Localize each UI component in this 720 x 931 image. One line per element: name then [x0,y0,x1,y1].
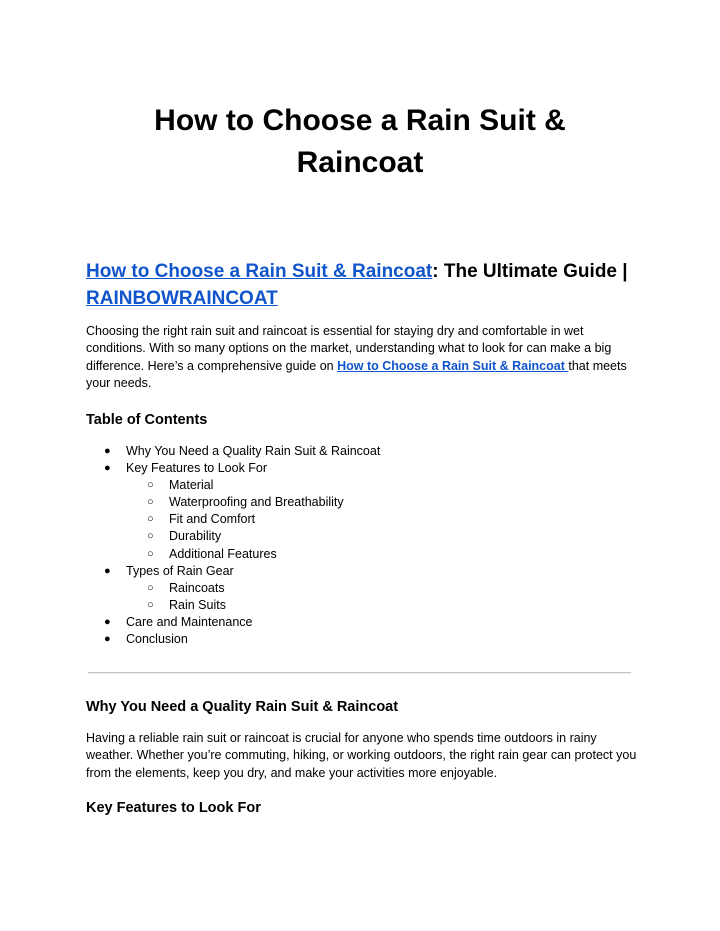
guide-title-link[interactable]: How to Choose a Rain Suit & Raincoat [86,261,433,282]
filled-bullet-icon: ● [104,445,111,457]
toc-item-label: Durability [169,529,222,544]
hollow-bullet-icon: ○ [147,598,154,611]
guide-heading-text: : The Ultimate Guide | [432,261,628,282]
toc-item-label: Care and Maintenance [126,614,253,629]
intro-text: Choosing the right rain suit and raincoat is essential for staying dry and comfortable in wet conditions. With so many options on the market, understanding what to look for can make a big difference. Here’s a comprehensive guide on [86,324,612,373]
toc-item [86,494,646,511]
toc-item [86,631,646,648]
toc-item-label: Types of Rain Gear [126,563,234,578]
intro-guide-link[interactable]: How to Choose a Rain Suit & Raincoat [337,358,569,373]
toc-item-label: Fit and Comfort [169,512,256,527]
intro-paragraph [86,323,638,392]
hollow-bullet-icon: ○ [147,581,154,594]
filled-bullet-icon: ● [104,462,111,475]
hollow-bullet-icon: ○ [147,513,154,526]
hollow-bullet-icon: ○ [147,547,154,560]
toc-item-label: Waterproofing and Breathability [169,495,344,510]
document-title: How to Choose a Rain Suit & Raincoat [154,104,566,179]
why-section-paragraph: Having a reliable rain suit or raincoat is crucial for anyone who spends time outdoors in rainy weather. Whether you’re commuting, hiking, or working outdoors, the right rain gear can protect you from the elements, keep you dry, and make your activities more enjoyable. [86,731,637,780]
hollow-bullet-icon: ○ [147,479,154,492]
hollow-bullet-icon: ○ [147,496,154,509]
table-of-contents [86,443,646,648]
toc-item [86,614,646,631]
toc-item-label: Conclusion [126,632,188,647]
brand-link[interactable]: RAINBOWRAINCOAT [86,288,278,309]
toc-item-label: Additional Features [169,546,277,561]
key-features-heading: Key Features to Look For [86,800,261,816]
toc-item [86,580,646,597]
toc-item [86,511,646,528]
toc-item-label: Material [169,478,214,493]
toc-item [86,477,646,494]
filled-bullet-icon: ● [104,615,111,628]
toc-item-label: Key Features to Look For [126,461,268,476]
guide-heading [86,258,646,312]
filled-bullet-icon: ● [104,633,111,646]
toc-item-label: Raincoats [169,580,225,595]
toc-item [86,443,646,460]
horizontal-divider [88,672,631,674]
toc-item [86,546,646,563]
toc-heading: Table of Contents [86,412,208,428]
why-section-heading: Why You Need a Quality Rain Suit & Raincoat [86,699,399,715]
intro-text-end: that meets your needs. [86,358,627,390]
filled-bullet-icon: ● [104,564,111,577]
toc-item [86,597,646,614]
toc-item [86,563,646,580]
hollow-bullet-icon: ○ [147,530,154,543]
toc-item-label: Why You Need a Quality Rain Suit & Raincoat [126,444,381,458]
toc-item [86,460,646,477]
toc-item-label: Rain Suits [169,597,226,612]
toc-item [86,528,646,545]
